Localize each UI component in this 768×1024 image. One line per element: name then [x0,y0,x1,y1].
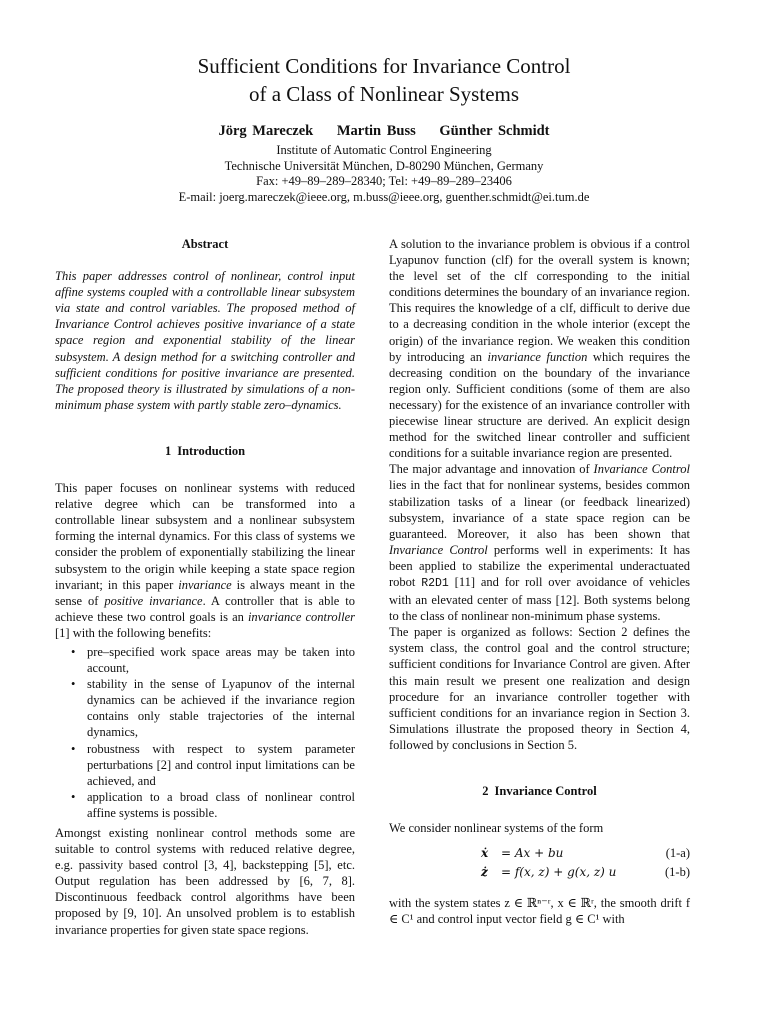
intro-paragraph-4 [389,461,690,624]
intro-paragraph-3 [389,236,690,461]
equation-rhs: = f(x, z) + g(x, z) u [501,865,617,880]
section-2-paragraph-2: with the system states z ∈ ℝⁿ⁻ʳ, x ∈ ℝʳ, the smooth drift f ∈ C¹ and control input vector field g ∈ C¹ with [389,896,690,927]
abstract-text: This paper addresses control of nonlinear, control input affine systems coupled with a controllable linear subsystem via state and control variables. The proposed method of Invariance Control achieves positive invariance of a state space region and exponential stability of the linear subsystem. A design method for a switching controller and sufficient conditions for positive invariance are presented. The proposed theory is illustrated by simulations of a non-minimum phase system with partly stable zero–dynamics. [55,269,355,412]
section-1-number: 1 [164,443,172,458]
author-2: Martin Buss [336,123,416,139]
author-list [0,123,768,140]
equation-number: (1-b) [665,865,690,880]
section-2-heading [389,783,690,799]
list-item: • pre–specified work space areas may be taken into account, [87,644,355,676]
section-2-title: Invariance Control [494,784,597,798]
text-run: The major advantage and innovation of [389,462,594,477]
text-run: This paper focuses on nonlinear systems with reduced relative degree which can be transformed into a controllable linear subsystem and a nonlinear subsystem forming the internal dynamics. For this class of systems we consider the problem of exponentially stabilizing the linear subsystem to the origin while keeping a state space region invariant; in this paper [55,481,355,592]
author-3: Günther Schmidt [439,123,550,139]
text-run: performs well in experiments: It has been applied to stabilize the experimental underactuated robot [389,542,690,589]
abstract-heading: Abstract [181,237,229,251]
emphasis: invariance [178,577,232,592]
emphasis: Invariance Control [389,542,488,557]
text-run: A solution to the invariance problem is obvious if a control Lyapunov function (clf) for the overall system is known; the level set of the clf corresponding to the initial conditions determines the boundary of an invariance region. This requires the knowledge of a clf, difficult to derive due to a decreasing condition in the whole interior (except the origin) of the invariance region. We weaken this condition by introducing an [389,237,690,364]
intro-paragraph-1 [55,480,355,641]
affiliation-university: Technische Universität München, D-80290 München, Germany [224,158,544,173]
section-2-paragraph-1: We consider nonlinear systems of the form [389,821,604,836]
list-item: • stability in the sense of Lyapunov of the internal dynamics can be achieved if the invariance region contains only stable trajectories of the internal dynamics, [87,676,355,740]
emphasis: Invariance Control [593,462,690,477]
affiliation-email: E-mail: joerg.mareczek@ieee.org, m.buss@ieee.org, guenther.schmidt@ei.tum.de [178,189,590,204]
intro-paragraph-2: Amongst existing nonlinear control methods some are suitable to control systems with reduced relative degree, e.g. passivity based control [3, 4], backstepping [5], etc. Output regulation has been addressed by [6, 7, 8]. Discontinuous feedback control algorithms have been proposed by [9, 10]. An unsolved problem is to establish invariance properties for given state space regions. [55,826,355,937]
emphasis: invariance function [487,349,588,364]
right-column [389,236,690,927]
title-line-1: Sufficient Conditions for Invariance Control [197,54,571,78]
title-line-2: of a Class of Nonlinear Systems [248,82,520,106]
benefit-list [55,644,355,821]
section-1-heading [55,443,355,459]
emphasis: invariance controller [247,609,355,624]
robot-name: R2D1 [421,576,449,590]
section-1-title: Introduction [177,443,246,458]
equation-1b [389,864,690,883]
list-item: • robustness with respect to system parameter perturbations [2] and control input limitations can be achieved, and [87,741,355,789]
equation-lhs: ż [481,865,488,880]
emphasis: positive invariance [104,593,203,608]
affiliation [0,143,768,205]
text-run: [11] and for roll over avoidance of vehicles with an elevated center of mass [12]. Both systems belong to the class of nonlinear non-minimum phase systems. [389,574,690,624]
equation-lhs: ẋ [481,846,489,861]
text-run: which requires the decreasing condition on the boundary of the invariance region only. Sufficient conditions (some of them are also necessary) for the existence of an invariance controller with piecewise linear structure are derived. An explicit design method for the switched linear controller and sufficient conditions for a suitable invariance region are presented. [389,349,691,461]
text-run: [1] with the following benefits: [55,625,212,640]
section-2-number: 2 [482,784,489,798]
paper-title [0,52,768,108]
left-column [55,236,355,938]
affiliation-institute: Institute of Automatic Control Engineering [276,143,492,157]
equation-number: (1-a) [665,846,690,861]
affiliation-contact: Fax: +49–89–289–28340; Tel: +49–89–289–23406 [256,174,512,188]
equation-1a [389,845,690,864]
author-1: Jörg Mareczek [218,123,314,139]
text-run: is always meant in the sense of [55,577,355,608]
list-item: • application to a broad class of nonlinear control affine systems is possible. [87,789,355,821]
text-run: lies in the fact that for nonlinear systems, besides common stabilization tasks of a linear (or feedback linearized) subsystem, invariance of a state space region can be guaranteed. Moreover, it also has been shown that [389,478,690,541]
equation-rhs: = Ax + bu [501,846,564,861]
intro-paragraph-5: The paper is organized as follows: Section 2 defines the system class, the control goal and the control structure; sufficient conditions for Invariance Control are given. After this main result we present one realization and design procedure for an invariance controller together with sufficient conditions for an invariance region in Section 3. Simulations illustrate the proposed theory in Section 4, followed by conclusions in Section 5. [389,625,690,752]
text-run: . A controller that is able to achieve these two control goals is an [55,593,355,624]
